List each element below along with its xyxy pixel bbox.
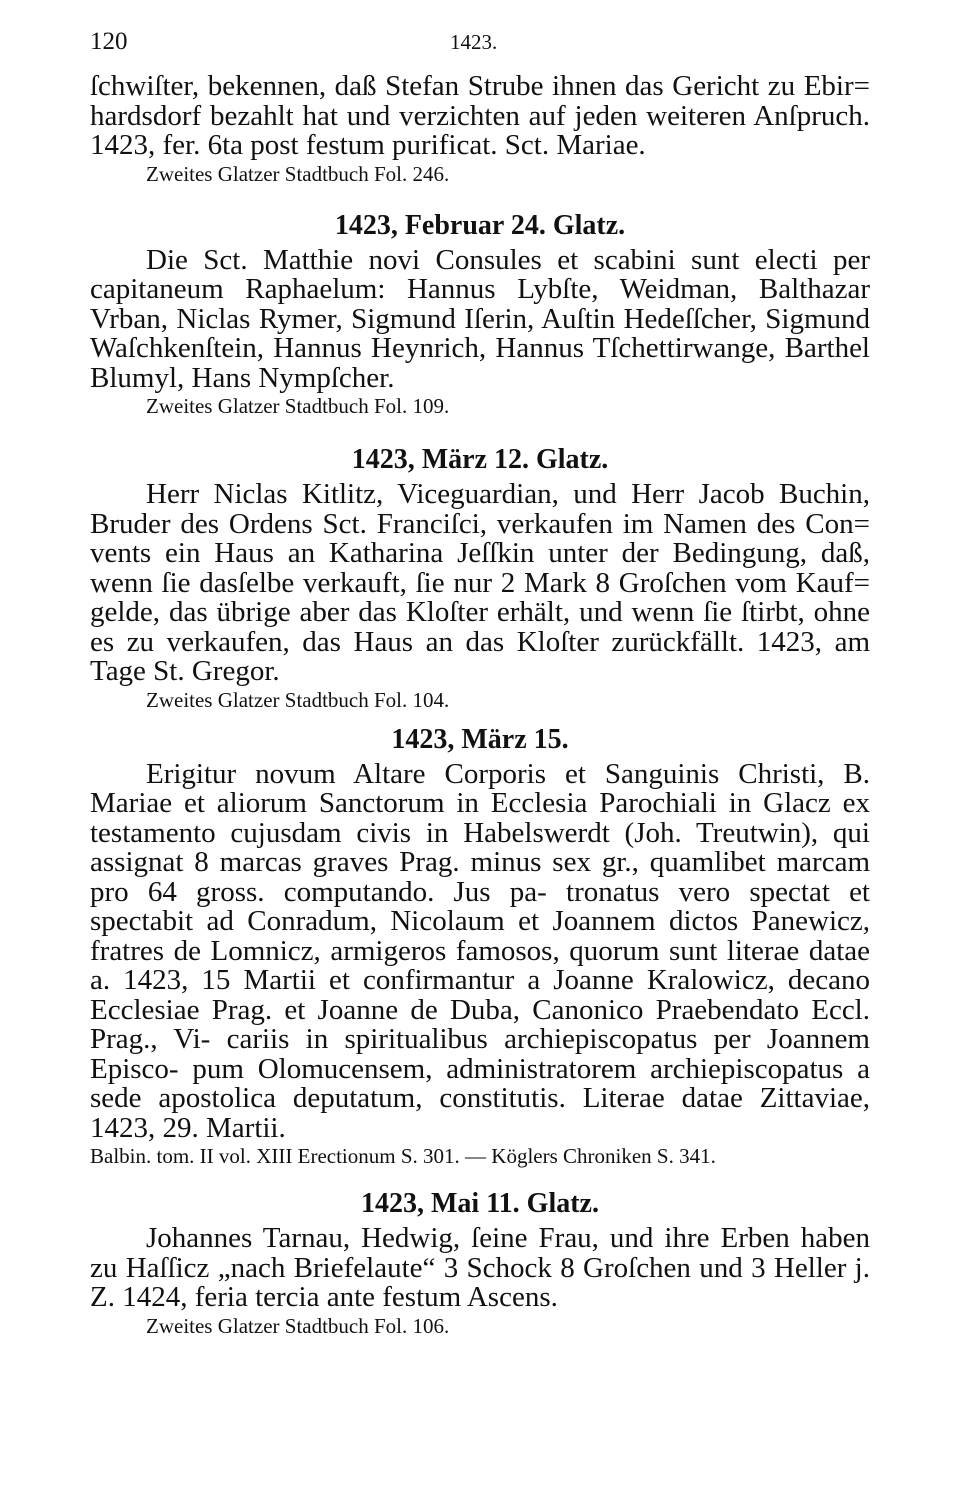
entry-heading-3: 1423, März 15.: [391, 723, 569, 755]
entry-source-4: Zweites Glatzer Stadtbuch Fol. 106.: [146, 1313, 450, 1338]
running-header: [90, 28, 870, 72]
entry-text-4: Johannes Tarnau, Hedwig, ſeine Frau, und ihre Erben haben zu Haſſicz „nach Briefelaute“ 3 Schock 8 Groſchen und 3 Heller j. Z. 1424, feria tercia ante festum Ascens.: [90, 1222, 870, 1313]
intro-source: Zweites Glatzer Stadtbuch Fol. 246.: [146, 161, 450, 186]
running-header-year: 1423.: [450, 30, 498, 54]
entry-text-1: Die Sct. Matthie novi Consules et scabini sunt electi per capitaneum Raphaelum: Hannus Lybſte, Weidman, Balthazar Vrban, Niclas Rymer, Sigmund Iſerin, Auſtin Hedeſſcher, Sigmund Waſchkenſtein, Hannus Heynrich, Hannus Tſchettirwange, Barthel Blumyl, Hans Nympſcher.: [90, 243, 870, 394]
intro-paragraph: ſchwiſter, bekennen, daß Stefan Strube ihnen das Gericht zu Ebir= hardsdorf bezahlt hat und verzichten auf jeden weiteren Anſpruch. 1423, fer. 6ta post festum purificat. Sct. Mariae.: [90, 70, 870, 161]
entry-heading-2: 1423, März 12. Glatz.: [351, 444, 609, 475]
entry-source-3: Balbin. tom. II vol. XIII Erectionum S. 301. — Köglers Chroniken S. 341.: [90, 1144, 716, 1168]
entry-heading-1: 1423, Februar 24. Glatz.: [334, 209, 626, 241]
entry-text-2: Herr Niclas Kitlitz, Viceguardian, und Herr Jacob Buchin, Bruder des Ordens Sct. Franciſci, verkaufen im Namen des Con= vents ein Haus an Katharina Jeſſkin unter der Bedingung, daß, wenn ſie dasſelbe verkauft, ſie nur 2 Mark 8 Groſchen vom Kauf= gelde, das übrige aber das Kloſter erhält, und wenn ſie ſtirbt, ohne es zu verkaufen, das Haus an das Kloſter zurückfällt. 1423, am Tage St. Gregor.: [90, 478, 870, 687]
entry-text-3: Erigitur novum Altare Corporis et Sanguinis Christi, B. Mariae et aliorum Sanctorum in Ecclesia Parochiali in Glacz ex testamento cujusdam civis in Habelswerdt (Joh. Treutwin), qui assignat 8 marcas graves Prag. minus sex gr., quamlibet marcam pro 64 gross. computando. Jus pa- tronatus vero spectat et spectabit ad Conradum, Nicolaum et Joannem dictos Panewicz, fratres de Lomnicz, armigeros famosos, quorum sunt literae datae a. 1423, 15 Martii et confirmantur a Joanne Kralowicz, decano Ecclesiae Prag. et Joanne de Duba, Canonico Praebendato Eccl. Prag., Vi- cariis in spiritualibus archiepiscopatus per Joannem Episco- pum Olomucensem, administratorem archiepiscopatus a sede apostolica deputatum, constitutis. Literae datae Zittaviae, 1423, 29. Martii.: [90, 757, 870, 1144]
entry-source-2: Zweites Glatzer Stadtbuch Fol. 104.: [146, 687, 450, 712]
page-number: 120: [90, 28, 128, 55]
document-page: [90, 28, 870, 1340]
entry-heading-4: 1423, Mai 11. Glatz.: [361, 1188, 599, 1219]
entry-source-1: Zweites Glatzer Stadtbuch Fol. 109.: [146, 394, 450, 418]
